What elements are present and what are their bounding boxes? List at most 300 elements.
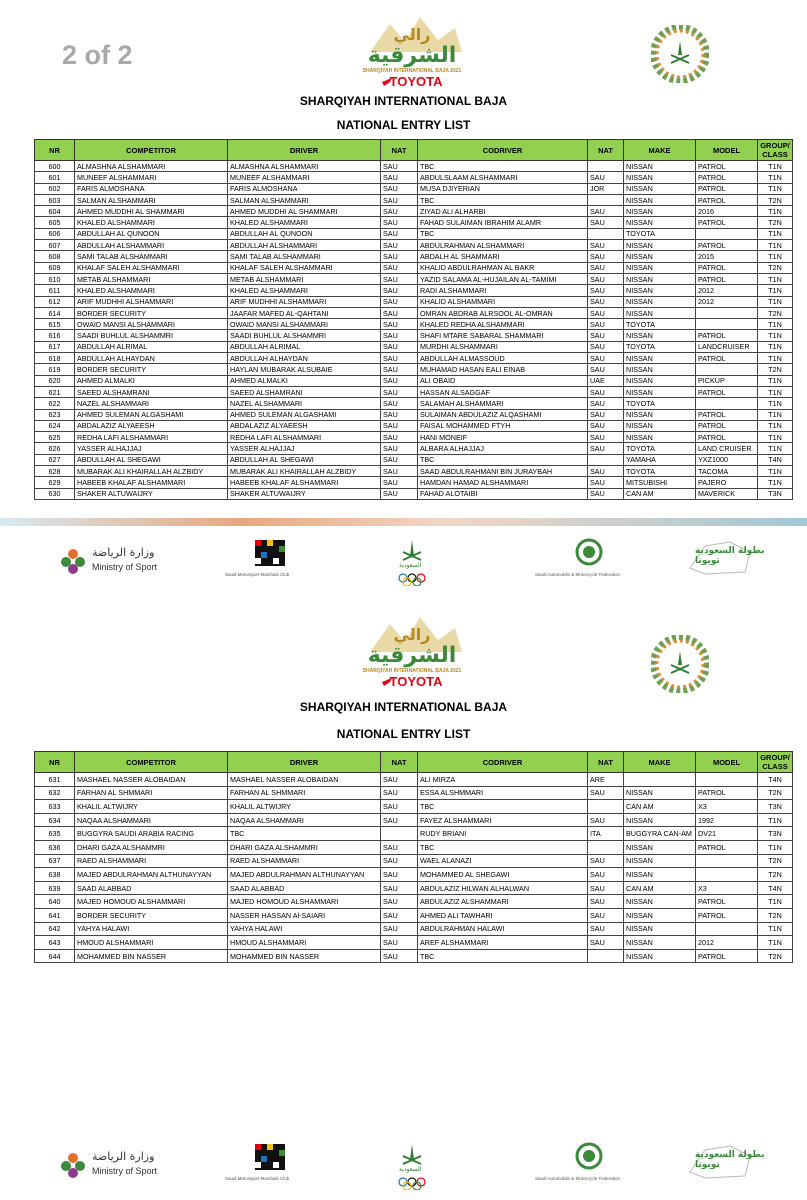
codriver-nat: SAU: [588, 936, 624, 950]
group-class: T1N: [758, 443, 793, 454]
codriver-name: ALBARA ALHAJJAJ: [418, 443, 588, 454]
codriver-name: TBC: [418, 840, 588, 854]
competitor-name: BORDER SECURITY: [75, 908, 228, 922]
codriver-nat: SAU: [588, 432, 624, 443]
ministry-of-sport-logo: وزارة الرياضة Ministry of Sport: [58, 1142, 168, 1190]
driver-nat: SAU: [381, 409, 418, 420]
driver-name: MAJED HOMOUD ALSHAMMARI: [228, 895, 381, 909]
vehicle-make: NISSAN: [624, 285, 696, 296]
codriver-nat: SAU: [588, 466, 624, 477]
vehicle-model: PATROL: [696, 409, 758, 420]
driver-nat: SAU: [381, 786, 418, 800]
group-class: T1N: [758, 375, 793, 386]
codriver-nat: SAU: [588, 217, 624, 228]
group-class: T1N: [758, 319, 793, 330]
group-class: T2N: [758, 307, 793, 318]
entry-number: 609: [35, 262, 75, 273]
driver-name: NASSER HASSAN Al-SAIARI: [228, 908, 381, 922]
ministry-of-sport-logo: وزارة الرياضة Ministry of Sport: [58, 538, 168, 586]
entry-number: 628: [35, 466, 75, 477]
vehicle-model: PATROL: [696, 420, 758, 431]
driver-nat: SAU: [381, 800, 418, 814]
vehicle-model: [696, 922, 758, 936]
codriver-name: ALI OBAID: [418, 375, 588, 386]
codriver-name: FAHAD SULAIMAN IBRAHIM ALAMR: [418, 217, 588, 228]
vehicle-model: PATROL: [696, 353, 758, 364]
driver-nat: SAU: [381, 443, 418, 454]
driver-name: ABDULLAH ALSHAMMARI: [228, 240, 381, 251]
vehicle-model: PATROL: [696, 786, 758, 800]
entry-number: 601: [35, 172, 75, 183]
group-class: T2N: [758, 786, 793, 800]
table-row: [35, 773, 793, 787]
table-row: [35, 307, 793, 318]
driver-name: TBC: [228, 827, 381, 841]
table-row: [35, 409, 793, 420]
driver-name: KHALIL ALTWIJRY: [228, 800, 381, 814]
driver-nat: SAU: [381, 949, 418, 963]
codriver-nat: SAU: [588, 206, 624, 217]
vehicle-model: PATROL: [696, 432, 758, 443]
group-class: T1N: [758, 273, 793, 284]
competitor-name: MOHAMMED BIN NASSER: [75, 949, 228, 963]
group-class: T2N: [758, 364, 793, 375]
entry-number: 620: [35, 375, 75, 386]
page-counter: 2 of 2: [62, 40, 133, 70]
driver-nat: SAU: [381, 206, 418, 217]
table-row: [35, 364, 793, 375]
table-header-row: [35, 752, 793, 773]
driver-nat: SAU: [381, 183, 418, 194]
table-row: [35, 296, 793, 307]
vehicle-model: PATROL: [696, 161, 758, 172]
col-header: COMPETITOR: [75, 140, 228, 161]
codriver-nat: SAU: [588, 868, 624, 882]
codriver-nat: SAU: [588, 477, 624, 488]
entry-number: 625: [35, 432, 75, 443]
competitor-name: ABDULLAH ALRIMAL: [75, 341, 228, 352]
competitor-name: KHALED ALSHAMMARI: [75, 285, 228, 296]
codriver-name: ABDULAZIZ HILWAN ALHALWAN: [418, 881, 588, 895]
saudi-olympic-logo: السعودية: [395, 1142, 435, 1190]
automobile-federation-logo: Saudi Automobile & Motorcycle Federation: [535, 538, 655, 586]
entry-number: 629: [35, 477, 75, 488]
entry-number: 616: [35, 330, 75, 341]
codriver-nat: SAU: [588, 341, 624, 352]
driver-name: FARHAN AL SHMMARI: [228, 786, 381, 800]
vehicle-model: 1992: [696, 813, 758, 827]
vehicle-model: LAND CRUISER: [696, 443, 758, 454]
entry-number: 619: [35, 364, 75, 375]
competitor-name: SAAD ALABBAD: [75, 881, 228, 895]
vehicle-model: X3: [696, 881, 758, 895]
competitor-name: KHALAF SALEH ALSHAMMARI: [75, 262, 228, 273]
group-class: T1N: [758, 172, 793, 183]
vehicle-model: PATROL: [696, 949, 758, 963]
table-row: [35, 895, 793, 909]
codriver-nat: SAU: [588, 240, 624, 251]
entry-number: 608: [35, 251, 75, 262]
codriver-name: HAMDAN HAMAD ALSHAMMARI: [418, 477, 588, 488]
entry-number: 626: [35, 443, 75, 454]
codriver-nat: [588, 949, 624, 963]
codriver-nat: SAU: [588, 813, 624, 827]
vehicle-make: NISSAN: [624, 307, 696, 318]
vehicle-model: PATROL: [696, 194, 758, 205]
codriver-name: HANI MONEIF: [418, 432, 588, 443]
entry-number: 642: [35, 922, 75, 936]
vehicle-model: [696, 854, 758, 868]
table-row: [35, 375, 793, 386]
driver-nat: SAU: [381, 273, 418, 284]
competitor-name: RAED ALSHAMMARI: [75, 854, 228, 868]
codriver-name: KHALED REDHA ALSHAMMARI: [418, 319, 588, 330]
competitor-name: DHARI GAZA ALSHAMMRI: [75, 840, 228, 854]
entry-number: 630: [35, 488, 75, 499]
competitor-name: BORDER SECURITY: [75, 364, 228, 375]
competitor-name: ABDULLAH AL SHEGAWI: [75, 454, 228, 465]
competitor-name: YAHYA HALAWI: [75, 922, 228, 936]
table-row: [35, 353, 793, 364]
saudi-championship-logo: بطولة السعودية تويوتا: [685, 1142, 765, 1190]
table-row: [35, 868, 793, 882]
driver-nat: SAU: [381, 881, 418, 895]
driver-nat: SAU: [381, 908, 418, 922]
entry-number: 621: [35, 386, 75, 397]
competitor-name: ABDULLAH AL QUNOON: [75, 228, 228, 239]
saudi-olympic-logo: السعودية: [395, 538, 435, 586]
driver-name: YASSER ALHAJJAJ: [228, 443, 381, 454]
table-row: [35, 813, 793, 827]
codriver-name: FAISAL MOHAMMED FTYH: [418, 420, 588, 431]
group-class: T1N: [758, 432, 793, 443]
codriver-nat: SAU: [588, 296, 624, 307]
entry-number: 615: [35, 319, 75, 330]
competitor-name: NAZEL ALSHAMMARI: [75, 398, 228, 409]
entry-list-page-2: [0, 600, 807, 1200]
group-class: T2N: [758, 949, 793, 963]
vehicle-model: PATROL: [696, 908, 758, 922]
group-class: T1N: [758, 228, 793, 239]
driver-nat: SAU: [381, 813, 418, 827]
col-header: DRIVER: [228, 140, 381, 161]
vehicle-model: PICKUP: [696, 375, 758, 386]
table-row: [35, 936, 793, 950]
vehicle-make: [624, 773, 696, 787]
driver-nat: SAU: [381, 488, 418, 499]
table-row: [35, 183, 793, 194]
competitor-name: ABDULLAH ALHAYDAN: [75, 353, 228, 364]
table-row: [35, 172, 793, 183]
competitor-name: BORDER SECURITY: [75, 307, 228, 318]
sharqiyah-baja-logo: [350, 2, 475, 94]
driver-name: HAYLAN MUBARAK ALSUBAIE: [228, 364, 381, 375]
codriver-name: ABDALH AL SHAMMARI: [418, 251, 588, 262]
entry-table: [34, 139, 793, 500]
driver-nat: SAU: [381, 477, 418, 488]
driver-name: MUBARAK ALI KHAIRALLAH ALZBIDY: [228, 466, 381, 477]
codriver-nat: SAU: [588, 786, 624, 800]
col-header: CODRIVER: [418, 752, 588, 773]
vehicle-make: NISSAN: [624, 330, 696, 341]
page-subtitle: NATIONAL ENTRY LIST: [336, 727, 471, 741]
entry-number: 639: [35, 881, 75, 895]
codriver-nat: [588, 454, 624, 465]
col-header: NR: [35, 752, 75, 773]
col-header: MODEL: [696, 140, 758, 161]
vehicle-make: NISSAN: [624, 949, 696, 963]
codriver-nat: SAU: [588, 172, 624, 183]
codriver-nat: UAE: [588, 375, 624, 386]
vehicle-model: PATROL: [696, 895, 758, 909]
entry-number: 604: [35, 206, 75, 217]
driver-name: REDHA LAFI ALSHAMMARI: [228, 432, 381, 443]
competitor-name: ALMASHNA ALSHAMMARI: [75, 161, 228, 172]
vehicle-model: PATROL: [696, 840, 758, 854]
col-header: NAT: [381, 140, 418, 161]
codriver-nat: SAU: [588, 922, 624, 936]
group-class: T1N: [758, 161, 793, 172]
group-class: T1N: [758, 420, 793, 431]
entry-number: 640: [35, 895, 75, 909]
vehicle-model: TACOMA: [696, 466, 758, 477]
table-row: [35, 800, 793, 814]
svg-text:الشرقية: الشرقية: [367, 643, 457, 668]
driver-nat: SAU: [381, 194, 418, 205]
table-row: [35, 908, 793, 922]
svg-text:رالي: رالي: [393, 625, 431, 644]
vehicle-make: NISSAN: [624, 273, 696, 284]
group-class: T1N: [758, 330, 793, 341]
entry-number: 638: [35, 868, 75, 882]
competitor-name: SAMI TALAB ALSHAMMARI: [75, 251, 228, 262]
col-header: GROUP/ CLASS: [758, 140, 793, 161]
vehicle-make: NISSAN: [624, 936, 696, 950]
vehicle-make: TOYOTA: [624, 319, 696, 330]
codriver-nat: SAU: [588, 251, 624, 262]
table-row: [35, 341, 793, 352]
codriver-name: RUDY BRIANI: [418, 827, 588, 841]
table-row: [35, 488, 793, 499]
group-class: T1N: [758, 409, 793, 420]
table-row: [35, 206, 793, 217]
codriver-nat: SAU: [588, 895, 624, 909]
driver-nat: SAU: [381, 868, 418, 882]
codriver-nat: ITA: [588, 827, 624, 841]
competitor-name: MAJED HOMOUD ALSHAMMARI: [75, 895, 228, 909]
vehicle-make: TOYOTA: [624, 228, 696, 239]
codriver-name: SAAD ABDULRAHMANI BIN JURAYBAH: [418, 466, 588, 477]
vehicle-model: X3: [696, 800, 758, 814]
vehicle-make: NISSAN: [624, 813, 696, 827]
vehicle-make: NISSAN: [624, 432, 696, 443]
vehicle-make: NISSAN: [624, 217, 696, 228]
entry-number: 623: [35, 409, 75, 420]
vehicle-model: [696, 319, 758, 330]
competitor-name: ARIF MUDHHI ALSHAMMARI: [75, 296, 228, 307]
group-class: T2N: [758, 262, 793, 273]
entry-number: 605: [35, 217, 75, 228]
entry-number: 600: [35, 161, 75, 172]
vehicle-make: TOYOTA: [624, 341, 696, 352]
codriver-name: AHMED ALI TAWHARI: [418, 908, 588, 922]
group-class: T1N: [758, 813, 793, 827]
competitor-name: MAJED ABDULRAHMAN ALTHUNAYYAN: [75, 868, 228, 882]
entry-table: [34, 751, 793, 963]
group-class: T4N: [758, 454, 793, 465]
vehicle-make: NISSAN: [624, 161, 696, 172]
vehicle-make: NISSAN: [624, 251, 696, 262]
saudi-seal-logo: [651, 635, 709, 693]
driver-nat: SAU: [381, 375, 418, 386]
decorative-stripe: [0, 518, 807, 526]
codriver-nat: SAU: [588, 353, 624, 364]
codriver-name: MURDHI ALSHAMMARI: [418, 341, 588, 352]
driver-name: HABEEB KHALAF ALSHAMMARI: [228, 477, 381, 488]
vehicle-model: PATROL: [696, 273, 758, 284]
codriver-name: SHAFI MTARE SABARAL SHAMMARI: [418, 330, 588, 341]
competitor-name: SALMAN ALSHAMMARI: [75, 194, 228, 205]
competitor-name: ABDALAZIZ ALYAEESH: [75, 420, 228, 431]
codriver-name: MUSA DJIYERIAN: [418, 183, 588, 194]
entry-number: 612: [35, 296, 75, 307]
vehicle-model: 2012: [696, 285, 758, 296]
driver-nat: SAU: [381, 432, 418, 443]
driver-name: SAADI BUHLUL ALSHAMMRI: [228, 330, 381, 341]
saudi-seal-logo: [651, 25, 709, 83]
driver-name: SAAD ALABBAD: [228, 881, 381, 895]
codriver-name: SULAIMAN ABDULAZIZ ALQASHAMI: [418, 409, 588, 420]
competitor-name: FARIS ALMOSHANA: [75, 183, 228, 194]
vehicle-make: NISSAN: [624, 895, 696, 909]
driver-name: DHARI GAZA ALSHAMMRI: [228, 840, 381, 854]
col-header: NR: [35, 140, 75, 161]
vehicle-make: NISSAN: [624, 409, 696, 420]
vehicle-make: NISSAN: [624, 908, 696, 922]
svg-text:SHARQIYAH INTERNATIONAL BAJA 2: SHARQIYAH INTERNATIONAL BAJA 2021: [362, 668, 462, 674]
entry-number: 637: [35, 854, 75, 868]
driver-nat: SAU: [381, 172, 418, 183]
table-row: [35, 217, 793, 228]
group-class: T2N: [758, 217, 793, 228]
competitor-name: SHAKER ALTUWAIJRY: [75, 488, 228, 499]
driver-nat: SAU: [381, 353, 418, 364]
vehicle-model: PAJERO: [696, 477, 758, 488]
competitor-name: SAEED ALSHAMRANI: [75, 386, 228, 397]
page-title: SHARQIYAH INTERNATIONAL BAJA: [299, 700, 508, 714]
driver-nat: SAU: [381, 854, 418, 868]
table-row: [35, 330, 793, 341]
competitor-name: YASSER ALHAJJAJ: [75, 443, 228, 454]
table-row: [35, 454, 793, 465]
codriver-nat: [588, 840, 624, 854]
table-row: [35, 432, 793, 443]
vehicle-model: PATROL: [696, 262, 758, 273]
entry-number: 633: [35, 800, 75, 814]
sharqiyah-baja-logo: [350, 602, 475, 694]
driver-name: KHALED ALSHAMMARI: [228, 217, 381, 228]
group-class: T3N: [758, 800, 793, 814]
codriver-nat: SAU: [588, 285, 624, 296]
table-row: [35, 854, 793, 868]
driver-nat: SAU: [381, 296, 418, 307]
driver-nat: SAU: [381, 420, 418, 431]
col-header: NAT: [588, 752, 624, 773]
codriver-nat: [588, 194, 624, 205]
table-row: [35, 161, 793, 172]
entry-number: 617: [35, 341, 75, 352]
codriver-nat: SAU: [588, 386, 624, 397]
codriver-name: ABDULSLAAM ALSHAMMARI: [418, 172, 588, 183]
vehicle-model: PATROL: [696, 330, 758, 341]
driver-nat: SAU: [381, 330, 418, 341]
vehicle-model: PATROL: [696, 172, 758, 183]
driver-name: METAB ALSHAMMARI: [228, 273, 381, 284]
table-row: [35, 285, 793, 296]
group-class: T1N: [758, 386, 793, 397]
vehicle-make: NISSAN: [624, 922, 696, 936]
vehicle-make: NISSAN: [624, 420, 696, 431]
codriver-nat: SAU: [588, 409, 624, 420]
vehicle-make: CAN AM: [624, 488, 696, 499]
driver-name: KHALAF SALEH ALSHAMMARI: [228, 262, 381, 273]
codriver-nat: [588, 161, 624, 172]
vehicle-make: NISSAN: [624, 296, 696, 307]
competitor-name: OWAID MANSI ALSHAMMARI: [75, 319, 228, 330]
driver-nat: SAU: [381, 161, 418, 172]
col-header: MODEL: [696, 752, 758, 773]
table-row: [35, 398, 793, 409]
vehicle-make: NISSAN: [624, 353, 696, 364]
driver-nat: SAU: [381, 466, 418, 477]
group-class: T1N: [758, 922, 793, 936]
entry-number: 614: [35, 307, 75, 318]
competitor-name: AHMED MUDDHI AL SHAMMARI: [75, 206, 228, 217]
vehicle-make: NISSAN: [624, 786, 696, 800]
table-row: [35, 194, 793, 205]
vehicle-make: NISSAN: [624, 240, 696, 251]
codriver-nat: SAU: [588, 854, 624, 868]
codriver-name: ABDULAZIZ ALSHAMMARI: [418, 895, 588, 909]
svg-text:SHARQIYAH INTERNATIONAL BAJA 2: SHARQIYAH INTERNATIONAL BAJA 2021: [362, 68, 462, 74]
driver-name: MOHAMMED BIN NASSER: [228, 949, 381, 963]
table-row: [35, 240, 793, 251]
competitor-name: AHMED SULEMAN ALGASHAMI: [75, 409, 228, 420]
codriver-nat: SAU: [588, 398, 624, 409]
table-row: [35, 228, 793, 239]
competitor-name: ABDULLAH ALSHAMMARI: [75, 240, 228, 251]
group-class: T2N: [758, 194, 793, 205]
driver-name: MAJED ABDULRAHMAN ALTHUNAYYAN: [228, 868, 381, 882]
driver-nat: SAU: [381, 240, 418, 251]
codriver-name: TBC: [418, 949, 588, 963]
driver-name: ABDULLAH AL SHEGAWI: [228, 454, 381, 465]
vehicle-model: PATROL: [696, 386, 758, 397]
driver-nat: SAU: [381, 398, 418, 409]
svg-text:رالي: رالي: [393, 25, 431, 44]
codriver-name: ESSA ALSHMMARI: [418, 786, 588, 800]
vehicle-model: DV21: [696, 827, 758, 841]
table-row: [35, 881, 793, 895]
codriver-name: KHALID ALSHAMMARI: [418, 296, 588, 307]
sponsor-bar: [0, 1142, 807, 1192]
driver-nat: SAU: [381, 285, 418, 296]
vehicle-model: MAVERICK: [696, 488, 758, 499]
vehicle-make: NISSAN: [624, 364, 696, 375]
page-title: SHARQIYAH INTERNATIONAL BAJA: [299, 94, 508, 108]
col-header: MAKE: [624, 752, 696, 773]
codriver-nat: SAU: [588, 908, 624, 922]
